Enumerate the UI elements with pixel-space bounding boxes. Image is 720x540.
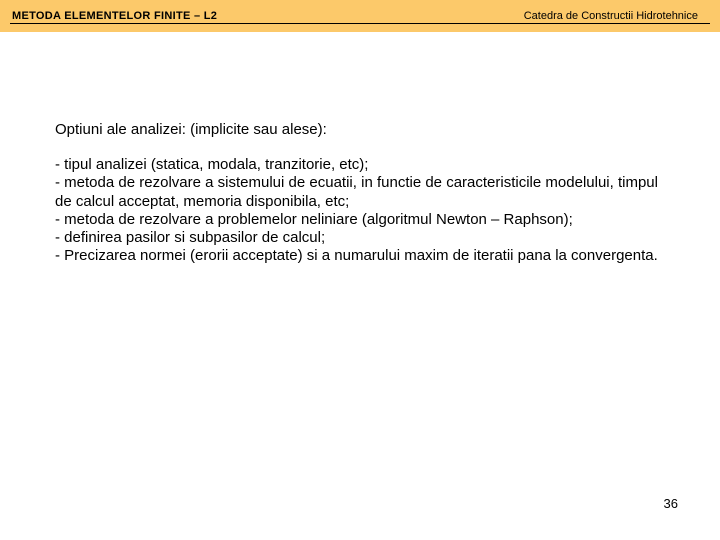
department-name: Catedra de Constructii Hidrotehnice — [523, 10, 698, 22]
page-number: 36 — [663, 496, 678, 511]
list-item: - tipul analizei (statica, modala, tranzitorie, etc); — [55, 156, 369, 173]
analysis-options-list — [55, 156, 658, 266]
course-title: METODA ELEMENTELOR FINITE – L2 — [12, 10, 218, 22]
analysis-options-heading: Optiuni ale analizei: (implicite sau alese): — [55, 121, 327, 138]
header-bar — [0, 0, 720, 32]
list-item: - Precizarea normei (erorii acceptate) si a numarului maxim de iteratii pana la convergenta. — [55, 247, 658, 265]
list-item: - metoda de rezolvare a sistemului de ecuatii, in functie de caracteristicile modelului, timpul de calcul acceptat, memoria disponibila, etc; — [55, 174, 658, 210]
list-item: - definirea pasilor si subpasilor de calcul; — [55, 229, 326, 247]
list-item: - metoda de rezolvare a problemelor neliniare (algoritmul Newton – Raphson); — [55, 210, 573, 228]
header-divider — [10, 23, 710, 24]
